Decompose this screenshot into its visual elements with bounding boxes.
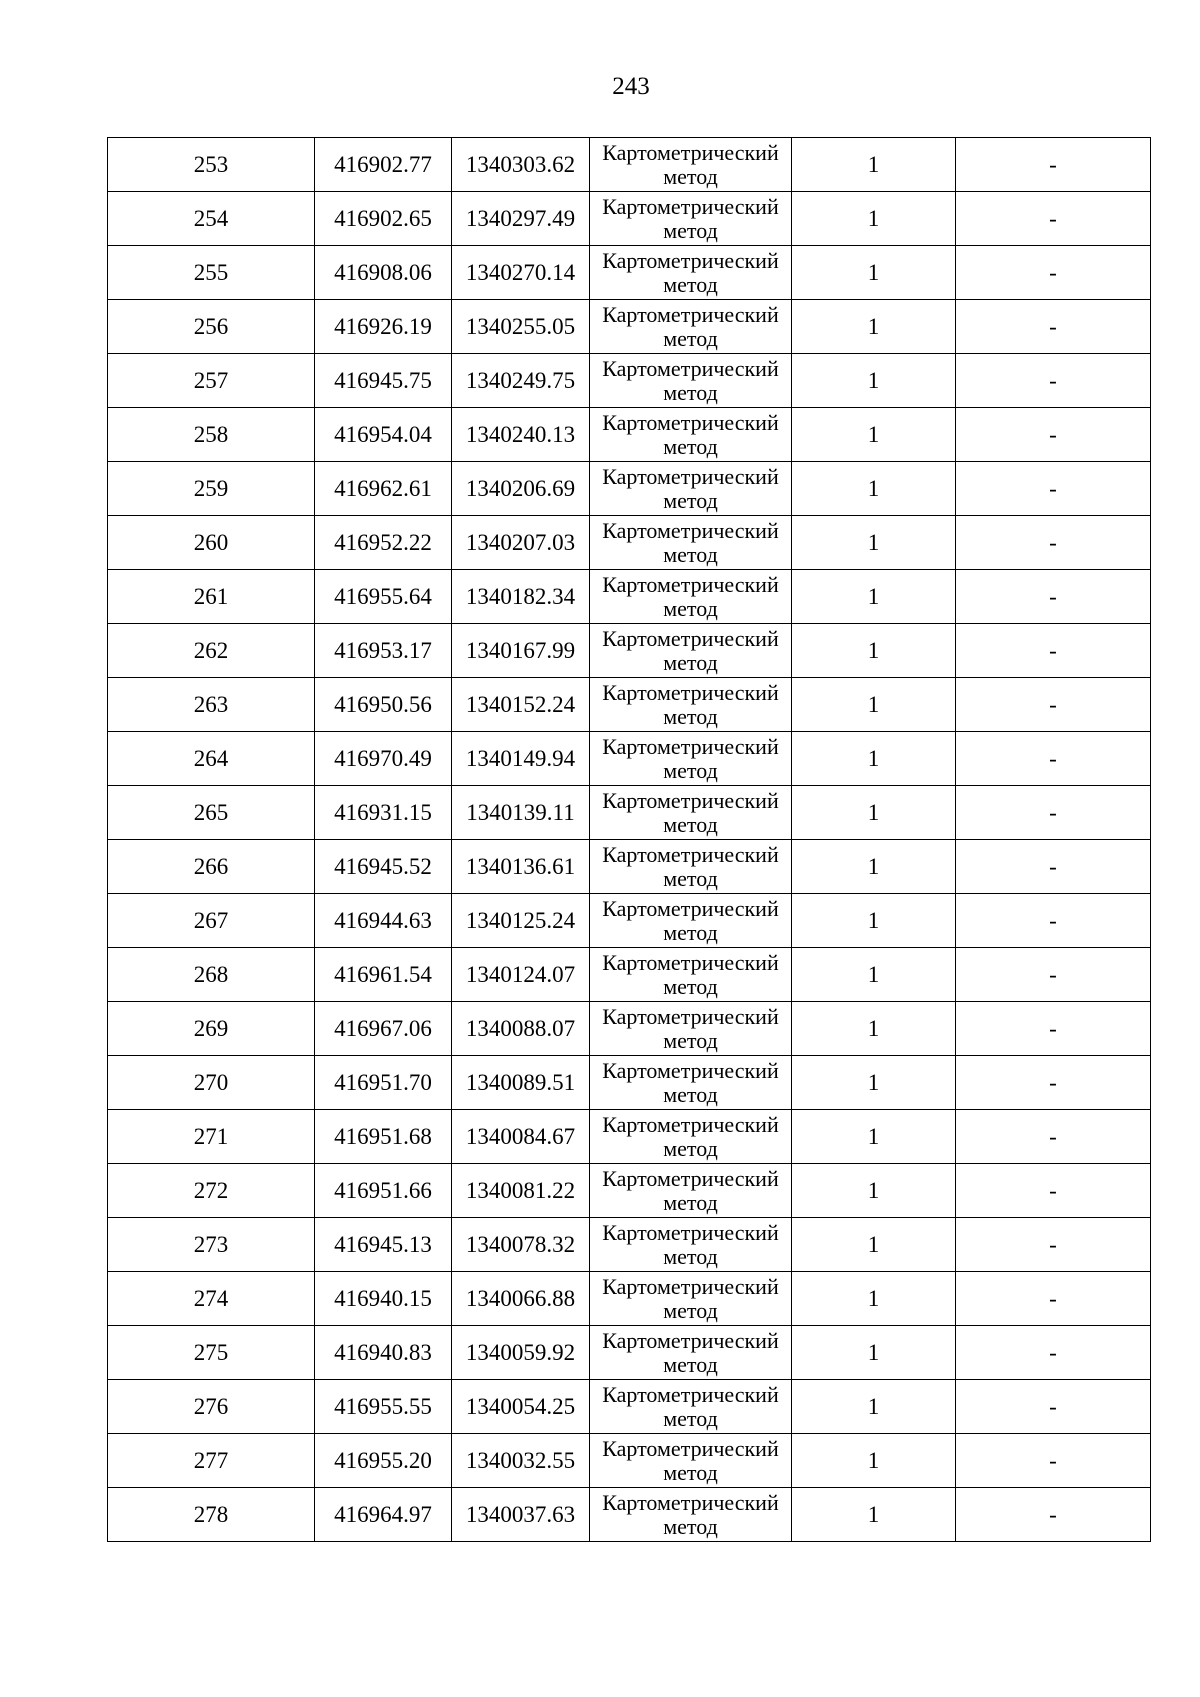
method-cell bbox=[590, 840, 792, 894]
y-coordinate-cell: 1340125.24 bbox=[452, 894, 590, 948]
method-line-1: Картометрический bbox=[602, 1327, 779, 1353]
table-row bbox=[108, 1164, 1151, 1218]
x-coordinate-cell: 416908.06 bbox=[315, 246, 452, 300]
point-number-cell: 256 bbox=[108, 300, 315, 354]
point-number-cell: 274 bbox=[108, 1272, 315, 1326]
table-row bbox=[108, 894, 1151, 948]
method-cell bbox=[590, 1434, 792, 1488]
table-row bbox=[108, 516, 1151, 570]
note-cell: - bbox=[956, 408, 1151, 462]
point-number-cell: 266 bbox=[108, 840, 315, 894]
method-cell bbox=[590, 1056, 792, 1110]
x-coordinate-cell: 416970.49 bbox=[315, 732, 452, 786]
table-row bbox=[108, 462, 1151, 516]
accuracy-cell: 1 bbox=[792, 300, 956, 354]
note-cell: - bbox=[956, 462, 1151, 516]
method-cell bbox=[590, 462, 792, 516]
accuracy-cell: 1 bbox=[792, 1488, 956, 1542]
point-number-cell: 265 bbox=[108, 786, 315, 840]
method-cell bbox=[590, 1326, 792, 1380]
method-cell bbox=[590, 246, 792, 300]
method-line-2: метод bbox=[663, 865, 718, 891]
table-row bbox=[108, 1488, 1151, 1542]
accuracy-cell: 1 bbox=[792, 570, 956, 624]
y-coordinate-cell: 1340240.13 bbox=[452, 408, 590, 462]
point-number-cell: 253 bbox=[108, 138, 315, 192]
table-row bbox=[108, 192, 1151, 246]
note-cell: - bbox=[956, 732, 1151, 786]
accuracy-cell: 1 bbox=[792, 894, 956, 948]
method-cell bbox=[590, 1002, 792, 1056]
method-line-1: Картометрический bbox=[602, 733, 779, 759]
table-row bbox=[108, 840, 1151, 894]
note-cell: - bbox=[956, 786, 1151, 840]
note-cell: - bbox=[956, 1110, 1151, 1164]
method-line-2: метод bbox=[663, 1351, 718, 1377]
method-line-2: метод bbox=[663, 1405, 718, 1431]
note-cell: - bbox=[956, 1326, 1151, 1380]
note-cell: - bbox=[956, 570, 1151, 624]
table-row bbox=[108, 300, 1151, 354]
note-cell: - bbox=[956, 678, 1151, 732]
method-line-1: Картометрический bbox=[602, 679, 779, 705]
page-number: 243 bbox=[612, 73, 650, 100]
point-number-cell: 275 bbox=[108, 1326, 315, 1380]
x-coordinate-cell: 416902.77 bbox=[315, 138, 452, 192]
note-cell: - bbox=[956, 1218, 1151, 1272]
table-row bbox=[108, 1002, 1151, 1056]
method-line-2: метод bbox=[663, 757, 718, 783]
accuracy-cell: 1 bbox=[792, 246, 956, 300]
x-coordinate-cell: 416954.04 bbox=[315, 408, 452, 462]
method-line-2: метод bbox=[663, 433, 718, 459]
table-row bbox=[108, 948, 1151, 1002]
method-line-2: метод bbox=[663, 379, 718, 405]
point-number-cell: 272 bbox=[108, 1164, 315, 1218]
point-number-cell: 278 bbox=[108, 1488, 315, 1542]
method-line-1: Картометрический bbox=[602, 1273, 779, 1299]
y-coordinate-cell: 1340303.62 bbox=[452, 138, 590, 192]
table-row bbox=[108, 1110, 1151, 1164]
method-line-2: метод bbox=[663, 487, 718, 513]
x-coordinate-cell: 416967.06 bbox=[315, 1002, 452, 1056]
method-line-2: метод bbox=[663, 1459, 718, 1485]
coordinates-table bbox=[107, 137, 1151, 1542]
note-cell: - bbox=[956, 1272, 1151, 1326]
point-number-cell: 268 bbox=[108, 948, 315, 1002]
method-line-1: Картометрический bbox=[602, 895, 779, 921]
point-number-cell: 277 bbox=[108, 1434, 315, 1488]
method-cell bbox=[590, 354, 792, 408]
x-coordinate-cell: 416945.13 bbox=[315, 1218, 452, 1272]
y-coordinate-cell: 1340032.55 bbox=[452, 1434, 590, 1488]
method-line-1: Картометрический bbox=[602, 355, 779, 381]
x-coordinate-cell: 416962.61 bbox=[315, 462, 452, 516]
point-number-cell: 267 bbox=[108, 894, 315, 948]
method-line-2: метод bbox=[663, 1189, 718, 1215]
x-coordinate-cell: 416940.83 bbox=[315, 1326, 452, 1380]
method-line-1: Картометрический bbox=[602, 409, 779, 435]
note-cell: - bbox=[956, 1488, 1151, 1542]
accuracy-cell: 1 bbox=[792, 462, 956, 516]
method-cell bbox=[590, 1110, 792, 1164]
table-row bbox=[108, 1272, 1151, 1326]
point-number-cell: 264 bbox=[108, 732, 315, 786]
method-line-1: Картометрический bbox=[602, 463, 779, 489]
x-coordinate-cell: 416944.63 bbox=[315, 894, 452, 948]
method-line-1: Картометрический bbox=[602, 625, 779, 651]
method-line-2: метод bbox=[663, 217, 718, 243]
method-line-1: Картометрический bbox=[602, 1219, 779, 1245]
x-coordinate-cell: 416945.75 bbox=[315, 354, 452, 408]
accuracy-cell: 1 bbox=[792, 354, 956, 408]
x-coordinate-cell: 416945.52 bbox=[315, 840, 452, 894]
accuracy-cell: 1 bbox=[792, 192, 956, 246]
note-cell: - bbox=[956, 354, 1151, 408]
method-line-1: Картометрический bbox=[602, 193, 779, 219]
table-row bbox=[108, 678, 1151, 732]
method-line-2: метод bbox=[663, 271, 718, 297]
method-line-1: Картометрический bbox=[602, 571, 779, 597]
method-cell bbox=[590, 894, 792, 948]
accuracy-cell: 1 bbox=[792, 786, 956, 840]
method-line-1: Картометрический bbox=[602, 841, 779, 867]
note-cell: - bbox=[956, 138, 1151, 192]
method-line-2: метод bbox=[663, 1081, 718, 1107]
note-cell: - bbox=[956, 516, 1151, 570]
accuracy-cell: 1 bbox=[792, 408, 956, 462]
accuracy-cell: 1 bbox=[792, 678, 956, 732]
method-cell bbox=[590, 408, 792, 462]
method-line-2: метод bbox=[663, 703, 718, 729]
method-cell bbox=[590, 786, 792, 840]
table-row bbox=[108, 138, 1151, 192]
coordinates-table-body bbox=[108, 138, 1151, 1542]
method-line-1: Картометрический bbox=[602, 949, 779, 975]
accuracy-cell: 1 bbox=[792, 1434, 956, 1488]
method-line-1: Картометрический bbox=[602, 1003, 779, 1029]
note-cell: - bbox=[956, 1164, 1151, 1218]
y-coordinate-cell: 1340249.75 bbox=[452, 354, 590, 408]
point-number-cell: 254 bbox=[108, 192, 315, 246]
y-coordinate-cell: 1340059.92 bbox=[452, 1326, 590, 1380]
note-cell: - bbox=[956, 948, 1151, 1002]
accuracy-cell: 1 bbox=[792, 1110, 956, 1164]
table-row bbox=[108, 1380, 1151, 1434]
method-line-2: метод bbox=[663, 1513, 718, 1539]
x-coordinate-cell: 416902.65 bbox=[315, 192, 452, 246]
method-line-2: метод bbox=[663, 1297, 718, 1323]
y-coordinate-cell: 1340078.32 bbox=[452, 1218, 590, 1272]
y-coordinate-cell: 1340089.51 bbox=[452, 1056, 590, 1110]
method-cell bbox=[590, 516, 792, 570]
method-cell bbox=[590, 732, 792, 786]
y-coordinate-cell: 1340124.07 bbox=[452, 948, 590, 1002]
method-line-2: метод bbox=[663, 649, 718, 675]
method-line-2: метод bbox=[663, 1243, 718, 1269]
accuracy-cell: 1 bbox=[792, 516, 956, 570]
x-coordinate-cell: 416964.97 bbox=[315, 1488, 452, 1542]
method-line-1: Картометрический bbox=[602, 301, 779, 327]
table-row bbox=[108, 732, 1151, 786]
x-coordinate-cell: 416953.17 bbox=[315, 624, 452, 678]
y-coordinate-cell: 1340182.34 bbox=[452, 570, 590, 624]
note-cell: - bbox=[956, 300, 1151, 354]
x-coordinate-cell: 416931.15 bbox=[315, 786, 452, 840]
table-row bbox=[108, 1434, 1151, 1488]
method-line-2: метод bbox=[663, 1027, 718, 1053]
accuracy-cell: 1 bbox=[792, 138, 956, 192]
method-cell bbox=[590, 948, 792, 1002]
method-line-1: Картометрический bbox=[602, 1489, 779, 1515]
x-coordinate-cell: 416926.19 bbox=[315, 300, 452, 354]
method-line-2: метод bbox=[663, 595, 718, 621]
y-coordinate-cell: 1340136.61 bbox=[452, 840, 590, 894]
method-line-1: Картометрический bbox=[602, 1057, 779, 1083]
point-number-cell: 262 bbox=[108, 624, 315, 678]
point-number-cell: 270 bbox=[108, 1056, 315, 1110]
x-coordinate-cell: 416955.64 bbox=[315, 570, 452, 624]
y-coordinate-cell: 1340297.49 bbox=[452, 192, 590, 246]
accuracy-cell: 1 bbox=[792, 1380, 956, 1434]
accuracy-cell: 1 bbox=[792, 732, 956, 786]
method-cell bbox=[590, 1272, 792, 1326]
method-line-1: Картометрический bbox=[602, 1111, 779, 1137]
x-coordinate-cell: 416940.15 bbox=[315, 1272, 452, 1326]
x-coordinate-cell: 416951.68 bbox=[315, 1110, 452, 1164]
x-coordinate-cell: 416950.56 bbox=[315, 678, 452, 732]
method-line-2: метод bbox=[663, 325, 718, 351]
table-row bbox=[108, 786, 1151, 840]
table-row bbox=[108, 1056, 1151, 1110]
point-number-cell: 255 bbox=[108, 246, 315, 300]
x-coordinate-cell: 416955.55 bbox=[315, 1380, 452, 1434]
y-coordinate-cell: 1340081.22 bbox=[452, 1164, 590, 1218]
table-row bbox=[108, 1326, 1151, 1380]
y-coordinate-cell: 1340167.99 bbox=[452, 624, 590, 678]
x-coordinate-cell: 416952.22 bbox=[315, 516, 452, 570]
point-number-cell: 258 bbox=[108, 408, 315, 462]
note-cell: - bbox=[956, 1434, 1151, 1488]
y-coordinate-cell: 1340255.05 bbox=[452, 300, 590, 354]
y-coordinate-cell: 1340066.88 bbox=[452, 1272, 590, 1326]
table-row bbox=[108, 1218, 1151, 1272]
point-number-cell: 271 bbox=[108, 1110, 315, 1164]
x-coordinate-cell: 416951.66 bbox=[315, 1164, 452, 1218]
point-number-cell: 257 bbox=[108, 354, 315, 408]
y-coordinate-cell: 1340149.94 bbox=[452, 732, 590, 786]
y-coordinate-cell: 1340088.07 bbox=[452, 1002, 590, 1056]
y-coordinate-cell: 1340206.69 bbox=[452, 462, 590, 516]
accuracy-cell: 1 bbox=[792, 1218, 956, 1272]
table-row bbox=[108, 354, 1151, 408]
point-number-cell: 273 bbox=[108, 1218, 315, 1272]
point-number-cell: 269 bbox=[108, 1002, 315, 1056]
method-cell bbox=[590, 570, 792, 624]
accuracy-cell: 1 bbox=[792, 1056, 956, 1110]
point-number-cell: 260 bbox=[108, 516, 315, 570]
note-cell: - bbox=[956, 894, 1151, 948]
method-line-1: Картометрический bbox=[602, 1165, 779, 1191]
y-coordinate-cell: 1340207.03 bbox=[452, 516, 590, 570]
note-cell: - bbox=[956, 192, 1151, 246]
table-row bbox=[108, 624, 1151, 678]
method-cell bbox=[590, 1164, 792, 1218]
x-coordinate-cell: 416955.20 bbox=[315, 1434, 452, 1488]
point-number-cell: 261 bbox=[108, 570, 315, 624]
accuracy-cell: 1 bbox=[792, 840, 956, 894]
method-line-2: метод bbox=[663, 541, 718, 567]
method-cell bbox=[590, 1218, 792, 1272]
note-cell: - bbox=[956, 840, 1151, 894]
y-coordinate-cell: 1340139.11 bbox=[452, 786, 590, 840]
method-line-1: Картометрический bbox=[602, 1381, 779, 1407]
accuracy-cell: 1 bbox=[792, 624, 956, 678]
point-number-cell: 276 bbox=[108, 1380, 315, 1434]
accuracy-cell: 1 bbox=[792, 1164, 956, 1218]
point-number-cell: 263 bbox=[108, 678, 315, 732]
y-coordinate-cell: 1340054.25 bbox=[452, 1380, 590, 1434]
table-row bbox=[108, 246, 1151, 300]
method-cell bbox=[590, 138, 792, 192]
method-line-1: Картометрический bbox=[602, 517, 779, 543]
accuracy-cell: 1 bbox=[792, 948, 956, 1002]
y-coordinate-cell: 1340037.63 bbox=[452, 1488, 590, 1542]
point-number-cell: 259 bbox=[108, 462, 315, 516]
note-cell: - bbox=[956, 246, 1151, 300]
method-line-1: Картометрический bbox=[602, 139, 779, 165]
accuracy-cell: 1 bbox=[792, 1002, 956, 1056]
accuracy-cell: 1 bbox=[792, 1326, 956, 1380]
note-cell: - bbox=[956, 1380, 1151, 1434]
method-line-2: метод bbox=[663, 163, 718, 189]
table-row bbox=[108, 570, 1151, 624]
method-line-2: метод bbox=[663, 1135, 718, 1161]
accuracy-cell: 1 bbox=[792, 1272, 956, 1326]
y-coordinate-cell: 1340084.67 bbox=[452, 1110, 590, 1164]
method-cell bbox=[590, 1380, 792, 1434]
table-row bbox=[108, 408, 1151, 462]
method-line-2: метод bbox=[663, 811, 718, 837]
method-line-2: метод bbox=[663, 919, 718, 945]
method-cell bbox=[590, 192, 792, 246]
method-cell bbox=[590, 624, 792, 678]
x-coordinate-cell: 416951.70 bbox=[315, 1056, 452, 1110]
method-line-1: Картометрический bbox=[602, 787, 779, 813]
note-cell: - bbox=[956, 1002, 1151, 1056]
method-line-1: Картометрический bbox=[602, 1435, 779, 1461]
x-coordinate-cell: 416961.54 bbox=[315, 948, 452, 1002]
method-cell bbox=[590, 1488, 792, 1542]
y-coordinate-cell: 1340270.14 bbox=[452, 246, 590, 300]
method-cell bbox=[590, 300, 792, 354]
y-coordinate-cell: 1340152.24 bbox=[452, 678, 590, 732]
note-cell: - bbox=[956, 1056, 1151, 1110]
method-line-2: метод bbox=[663, 973, 718, 999]
note-cell: - bbox=[956, 624, 1151, 678]
method-line-1: Картометрический bbox=[602, 247, 779, 273]
method-cell bbox=[590, 678, 792, 732]
